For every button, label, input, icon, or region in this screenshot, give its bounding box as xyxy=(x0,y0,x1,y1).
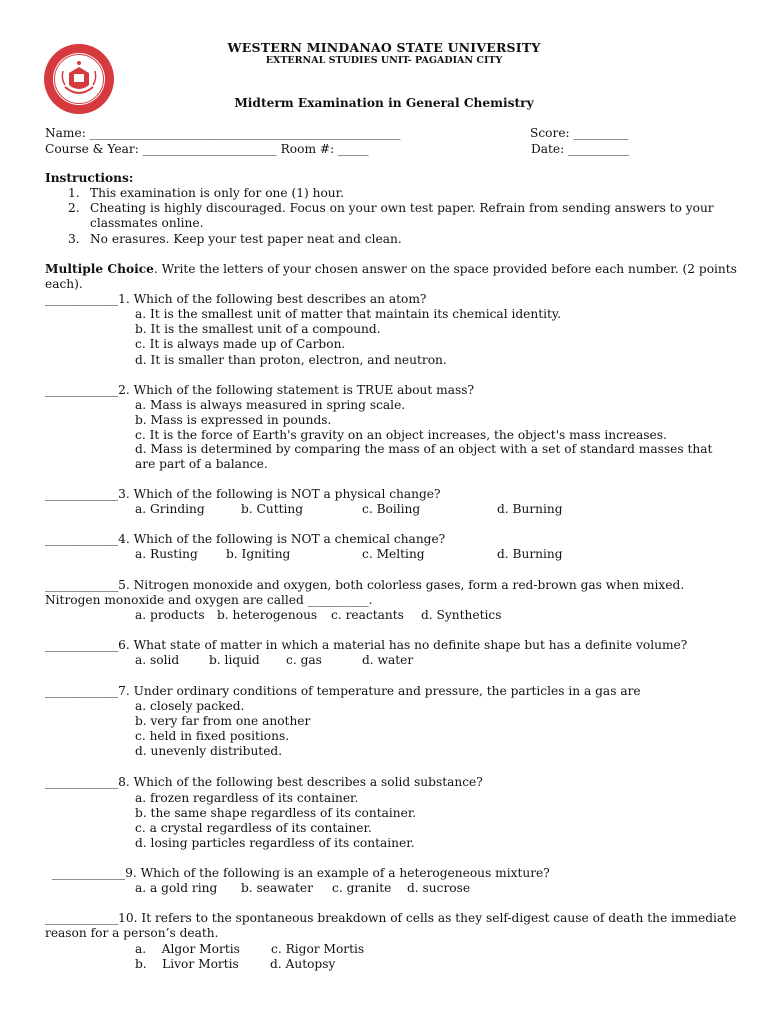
question-stem: ____________8. Which of the following best describes a solid substance? xyxy=(45,775,483,789)
question-stem: ____________3. Which of the following is NOT a physical change? xyxy=(45,487,441,501)
answer-choice: c. reactants xyxy=(331,608,404,622)
answer-choice: b. Livor Mortis xyxy=(135,957,239,971)
question-stem: ____________2. Which of the following statement is TRUE about mass? xyxy=(45,383,475,397)
answer-choice: a. Grinding xyxy=(135,502,205,516)
answer-choice: c. gas xyxy=(286,653,322,667)
mc-heading: Multiple Choice xyxy=(45,262,154,276)
answer-choice: d. Mass is determined by comparing the mass of an object with a set of standard masses that xyxy=(135,442,713,456)
answer-choice: d. Burning xyxy=(497,502,563,516)
mc-intro xyxy=(45,262,737,277)
answer-choice: d. Autopsy xyxy=(270,957,336,971)
answer-choice: c. Boiling xyxy=(362,502,421,516)
answer-choice: a. a gold ring xyxy=(135,881,218,895)
question-stem: ____________4. Which of the following is NOT a chemical change? xyxy=(45,532,446,546)
instruction-text: No erasures. Keep your test paper neat and clean. xyxy=(90,232,402,246)
answer-choice: d. Synthetics xyxy=(421,608,502,622)
answer-choice: b. It is the smallest unit of a compound. xyxy=(135,322,381,336)
course-year-room-field[interactable]: Course & Year: ______________________ Room #: _____ xyxy=(45,142,369,156)
instructions-heading: Instructions: xyxy=(45,171,134,185)
university-name: WESTERN MINDANAO STATE UNIVERSITY xyxy=(227,40,541,55)
exam-title: Midterm Examination in General Chemistry xyxy=(234,96,534,110)
answer-choice: b. very far from one another xyxy=(135,714,311,728)
answer-choice: c. held in fixed positions. xyxy=(135,729,290,743)
answer-choice: c. It is the force of Earth's gravity on an object increases, the object's mass increases. xyxy=(135,428,667,442)
answer-choice: a. frozen regardless of its container. xyxy=(135,791,359,805)
instruction-number: 2. xyxy=(68,201,80,215)
answer-choice: d. Burning xyxy=(497,547,563,561)
answer-choice: c. Rigor Mortis xyxy=(271,942,365,956)
answer-choice: b. seawater xyxy=(241,881,313,895)
answer-choice: a. solid xyxy=(135,653,180,667)
answer-choice: d. losing particles regardless of its container. xyxy=(135,836,415,850)
mc-intro-cont: each). xyxy=(45,277,83,291)
name-field[interactable]: Name: ___________________________________________________ xyxy=(45,126,401,140)
answer-choice: d. It is smaller than proton, electron, and neutron. xyxy=(135,353,447,367)
instruction-text: This examination is only for one (1) hour. xyxy=(90,186,345,200)
campus-unit: EXTERNAL STUDIES UNIT- PAGADIAN CITY xyxy=(265,55,503,66)
mc-intro-text: . Write the letters of your chosen answer on the space provided before each number. (2 points xyxy=(153,262,737,276)
question-stem-cont: Nitrogen monoxide and oxygen are called __________. xyxy=(45,593,373,607)
question-stem: ____________7. Under ordinary conditions of temperature and pressure, the particles in a gas are xyxy=(45,684,641,698)
answer-choice: b. the same shape regardless of its container. xyxy=(135,806,417,820)
answer-choice: b. Cutting xyxy=(241,502,304,516)
answer-choice: c. a crystal regardless of its container. xyxy=(135,821,372,835)
date-field[interactable]: Date: __________ xyxy=(531,142,630,156)
answer-choice: b. Mass is expressed in pounds. xyxy=(135,413,332,427)
answer-choice: b. Igniting xyxy=(226,547,291,561)
question-stem: ____________6. What state of matter in which a material has no definite shape but has a definite volume? xyxy=(45,638,688,652)
answer-choice: d. sucrose xyxy=(407,881,471,895)
answer-choice: d. unevenly distributed. xyxy=(135,744,283,758)
score-field[interactable]: Score: _________ xyxy=(530,126,629,140)
answer-choice: a. Mass is always measured in spring scale. xyxy=(135,398,406,412)
answer-choice-cont: are part of a balance. xyxy=(135,457,268,471)
answer-choice: a. Algor Mortis xyxy=(135,942,240,956)
answer-choice: b. heterogenous xyxy=(217,608,318,622)
answer-choice: c. It is always made up of Carbon. xyxy=(135,337,346,351)
answer-choice: b. liquid xyxy=(209,653,260,667)
instruction-text: Cheating is highly discouraged. Focus on your own test paper. Refrain from sending answers to your xyxy=(90,201,714,215)
question-stem: ____________10. It refers to the spontaneous breakdown of cells as they self-digest cause of death the immediate xyxy=(45,911,737,925)
question-stem-cont: reason for a person’s death. xyxy=(45,926,219,940)
answer-choice: c. Melting xyxy=(362,547,425,561)
answer-choice: a. products xyxy=(135,608,205,622)
answer-choice: a. It is the smallest unit of matter that maintain its chemical identity. xyxy=(135,307,562,321)
answer-choice: a. closely packed. xyxy=(135,699,245,713)
question-stem: ____________5. Nitrogen monoxide and oxygen, both colorless gases, form a red-brown gas when mixed. xyxy=(45,578,685,592)
question-stem: ____________9. Which of the following is an example of a heterogeneous mixture? xyxy=(52,866,550,880)
instruction-number: 3. xyxy=(68,232,80,246)
instruction-number: 1. xyxy=(68,186,80,200)
answer-choice: a. Rusting xyxy=(135,547,198,561)
question-stem: ____________1. Which of the following best describes an atom? xyxy=(45,292,427,306)
instruction-text-cont: classmates online. xyxy=(90,216,204,230)
answer-choice: d. water xyxy=(362,653,414,667)
answer-choice: c. granite xyxy=(332,881,392,895)
